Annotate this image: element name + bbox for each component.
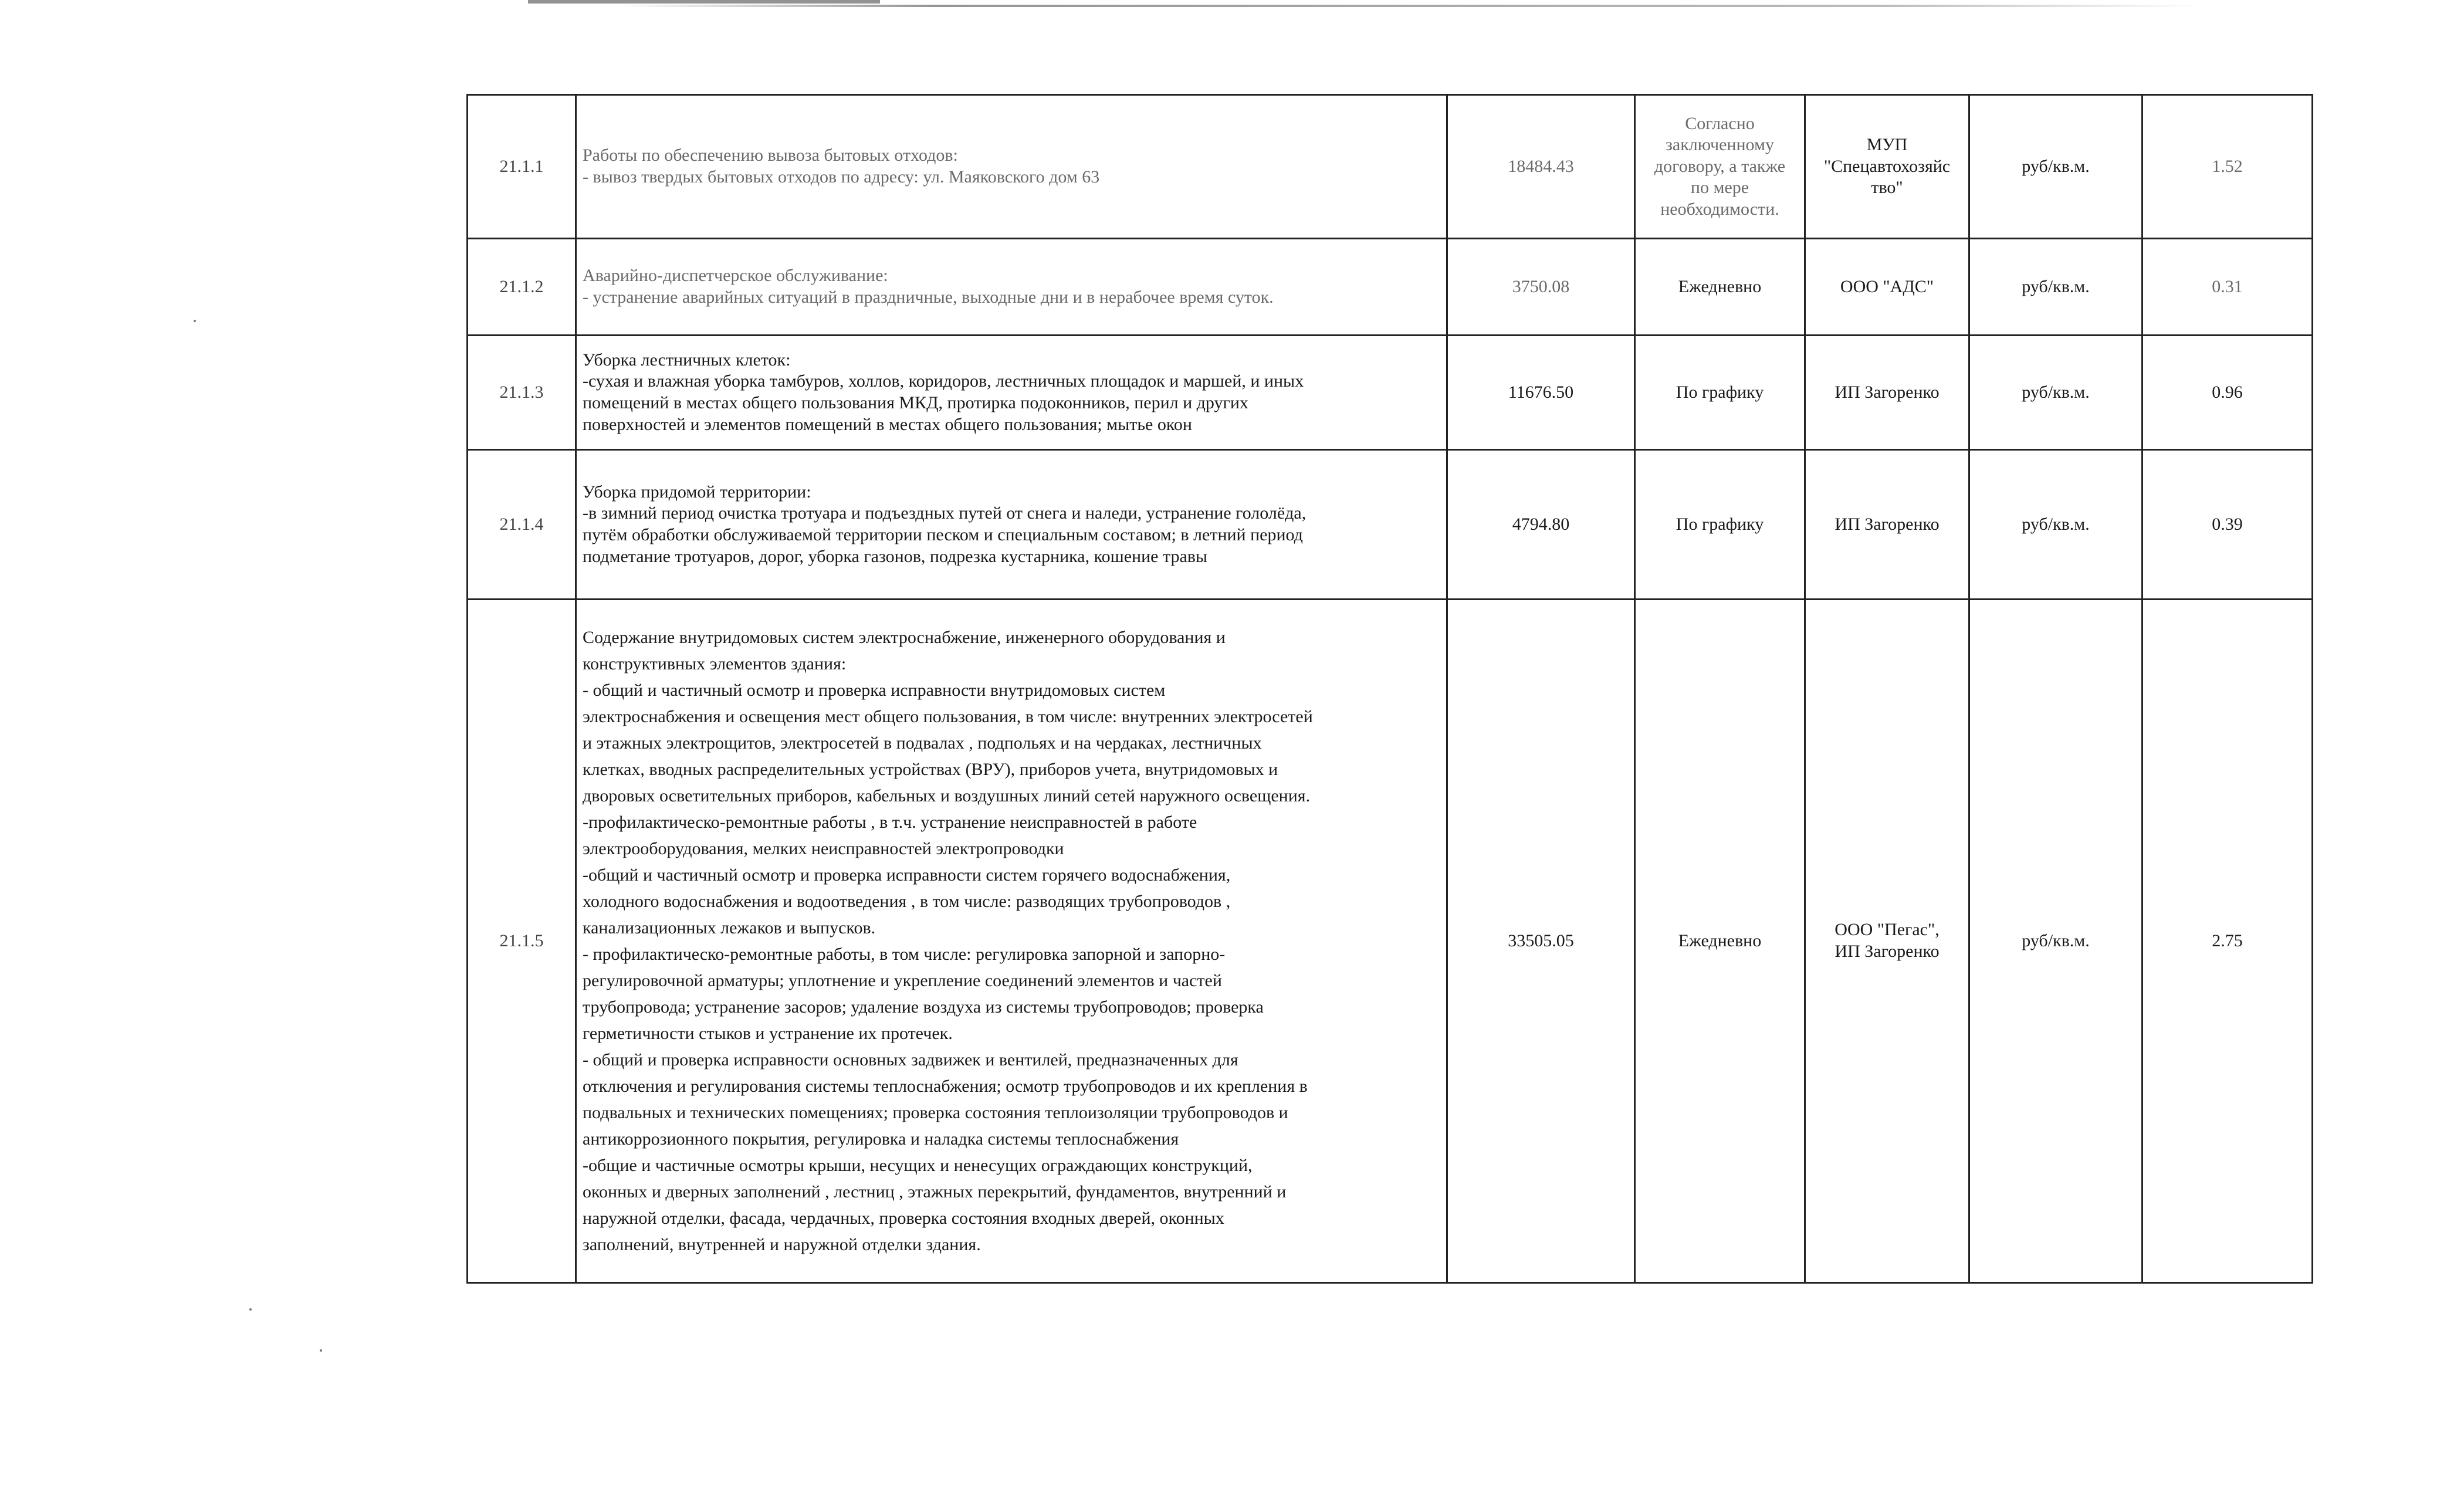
text-line: подметание тротуаров, дорог, уборка газонов, подрезка кустарника, кошение травы [583, 546, 1208, 566]
row-contractor [1805, 336, 1969, 450]
row-frequency [1635, 95, 1805, 239]
text-line: Ежедневно [1678, 276, 1762, 296]
text-line: необходимости. [1660, 199, 1779, 219]
text-line: договору, а также [1654, 156, 1786, 176]
row-description [576, 600, 1447, 1283]
row-description [576, 336, 1447, 450]
row-rate: 2.75 [2143, 600, 2313, 1283]
text-line: ИП Загоренко [1835, 942, 1940, 961]
text-line: клетках, вводных распределительных устройствах (ВРУ), приборов учета, внутридомовых и [583, 760, 1278, 779]
text-line: тво" [1871, 178, 1903, 198]
scan-edge-line [616, 5, 2200, 7]
row-amount: 11676.50 [1447, 336, 1635, 450]
text-line: -профилактическо-ремонтные работы , в т.ч. устранение неисправностей в работе [583, 813, 1197, 832]
services-table [466, 94, 2313, 1284]
text-line: Уборка придомой территории: [583, 482, 811, 502]
text-line: оконных и дверных заполнений , лестниц , этажных перекрытий, фундаментов, внутренний и [583, 1182, 1287, 1201]
text-line: - профилактическо-ремонтные работы, в том числе: регулировка запорной и запорно- [583, 945, 1226, 964]
row-amount: 4794.80 [1447, 450, 1635, 600]
row-description [576, 450, 1447, 600]
text-line: По графику [1676, 514, 1764, 534]
row-description [576, 239, 1447, 336]
text-line: Уборка лестничных клеток: [583, 350, 791, 370]
scan-speck [249, 1308, 252, 1311]
text-line: -общий и частичный осмотр и проверка исправности систем горячего водоснабжения, [583, 865, 1231, 885]
text-line: путём обработки обслуживаемой территории песком и специальным составом; в летний период [583, 525, 1303, 544]
row-unit: руб/кв.м. [1969, 336, 2143, 450]
text-line: трубопровода; устранение засоров; удаление воздуха из системы трубопроводов; проверка [583, 997, 1264, 1017]
text-line: -сухая и влажная уборка тамбуров, холлов, коридоров, лестничных площадок и маршей, и иных [583, 371, 1304, 391]
table-row [468, 239, 2313, 336]
row-code: 21.1.5 [468, 600, 576, 1283]
row-unit: руб/кв.м. [1969, 450, 2143, 600]
text-line: поверхностей и элементов помещений в местах общего пользования; мытье окон [583, 414, 1192, 434]
text-line: конструктивных элементов здания: [583, 654, 847, 673]
row-contractor [1805, 239, 1969, 336]
table-row [468, 336, 2313, 450]
text-line: Ежедневно [1678, 930, 1762, 950]
row-unit: руб/кв.м. [1969, 95, 2143, 239]
scan-speck [320, 1349, 322, 1352]
text-line: По графику [1676, 382, 1764, 402]
row-contractor [1805, 450, 1969, 600]
row-rate: 0.31 [2143, 239, 2313, 336]
text-line: отключения и регулирования системы теплоснабжения; осмотр трубопроводов и их крепления в [583, 1077, 1308, 1096]
row-rate: 1.52 [2143, 95, 2313, 239]
text-line: МУП [1866, 135, 1908, 155]
row-frequency [1635, 600, 1805, 1283]
row-amount: 33505.05 [1447, 600, 1635, 1283]
text-line: холодного водоснабжения и водоотведения , в том числе: разводящих трубопроводов , [583, 892, 1231, 911]
row-frequency [1635, 239, 1805, 336]
text-line: -в зимний период очистка тротуара и подъездных путей от снега и наледи, устранение гололёда, [583, 503, 1307, 523]
row-amount: 18484.43 [1447, 95, 1635, 239]
text-line: ИП Загоренко [1835, 382, 1940, 402]
text-line: заключенному [1666, 135, 1774, 155]
row-code: 21.1.2 [468, 239, 576, 336]
text-line: - общий и проверка исправности основных задвижек и вентилей, предназначенных для [583, 1050, 1238, 1069]
text-line: ООО "Пегас", [1835, 920, 1940, 940]
scan-speck [194, 320, 196, 322]
text-line: ИП Загоренко [1835, 514, 1940, 534]
text-line: герметичности стыков и устранение их протечек. [583, 1024, 953, 1043]
text-line: - устранение аварийных ситуаций в праздничные, выходные дни и в нерабочее время суток. [583, 287, 1274, 307]
text-line: дворовых осветительных приборов, кабельных и воздушных линий сетей наружного освещения. [583, 786, 1311, 805]
text-line: Содержание внутридомовых систем электроснабжение, инженерного оборудования и [583, 628, 1226, 647]
row-frequency [1635, 336, 1805, 450]
row-unit: руб/кв.м. [1969, 239, 2143, 336]
text-line: электрооборудования, мелких неисправностей электропроводки [583, 839, 1064, 858]
text-line: -общие и частичные осмотры крыши, несущих и ненесущих ограждающих конструкций, [583, 1156, 1253, 1175]
text-line: Работы по обеспечению вывоза бытовых отходов: [583, 145, 958, 165]
text-line: наружной отделки, фасада, чердачных, проверка состояния входных дверей, оконных [583, 1209, 1224, 1228]
text-line: и этажных электрощитов, электросетей в подвалах , подпольях и на чердаках, лестничных [583, 733, 1262, 753]
row-frequency [1635, 450, 1805, 600]
text-line: антикоррозионного покрытия, регулировка и наладка системы теплоснабжения [583, 1129, 1179, 1149]
row-unit: руб/кв.м. [1969, 600, 2143, 1283]
text-line: канализационных лежаков и выпусков. [583, 918, 876, 937]
table-row [468, 450, 2313, 600]
row-description [576, 95, 1447, 239]
row-code: 21.1.1 [468, 95, 576, 239]
table-row [468, 95, 2313, 239]
text-line: помещений в местах общего пользования МКД, протирка подоконников, перил и других [583, 393, 1248, 412]
text-line: регулировочной арматуры; уплотнение и укрепление соединений элементов и частей [583, 971, 1222, 990]
row-code: 21.1.3 [468, 336, 576, 450]
text-line: "Спецавтохозяйс [1823, 156, 1951, 176]
text-line: Аварийно-диспетчерское обслуживание: [583, 266, 888, 286]
scan-edge-mark [528, 0, 880, 4]
row-contractor [1805, 600, 1969, 1283]
row-rate: 0.39 [2143, 450, 2313, 600]
text-line: ООО "АДС" [1840, 276, 1934, 296]
table-row [468, 600, 2313, 1283]
text-line: - вывоз твердых бытовых отходов по адресу: ул. Маяковского дом 63 [583, 167, 1100, 187]
row-contractor [1805, 95, 1969, 239]
row-amount: 3750.08 [1447, 239, 1635, 336]
text-line: подвальных и технических помещениях; проверка состояния теплоизоляции трубопроводов и [583, 1103, 1288, 1122]
text-line: - общий и частичный осмотр и проверка исправности внутридомовых систем [583, 681, 1166, 700]
row-rate: 0.96 [2143, 336, 2313, 450]
text-line: Согласно [1685, 113, 1755, 133]
text-line: заполнений, внутренней и наружной отделки здания. [583, 1235, 981, 1254]
text-line: по мере [1690, 178, 1749, 198]
text-line: электроснабжения и освещения мест общего пользования, в том числе: внутренних электросетей [583, 707, 1313, 726]
row-code: 21.1.4 [468, 450, 576, 600]
